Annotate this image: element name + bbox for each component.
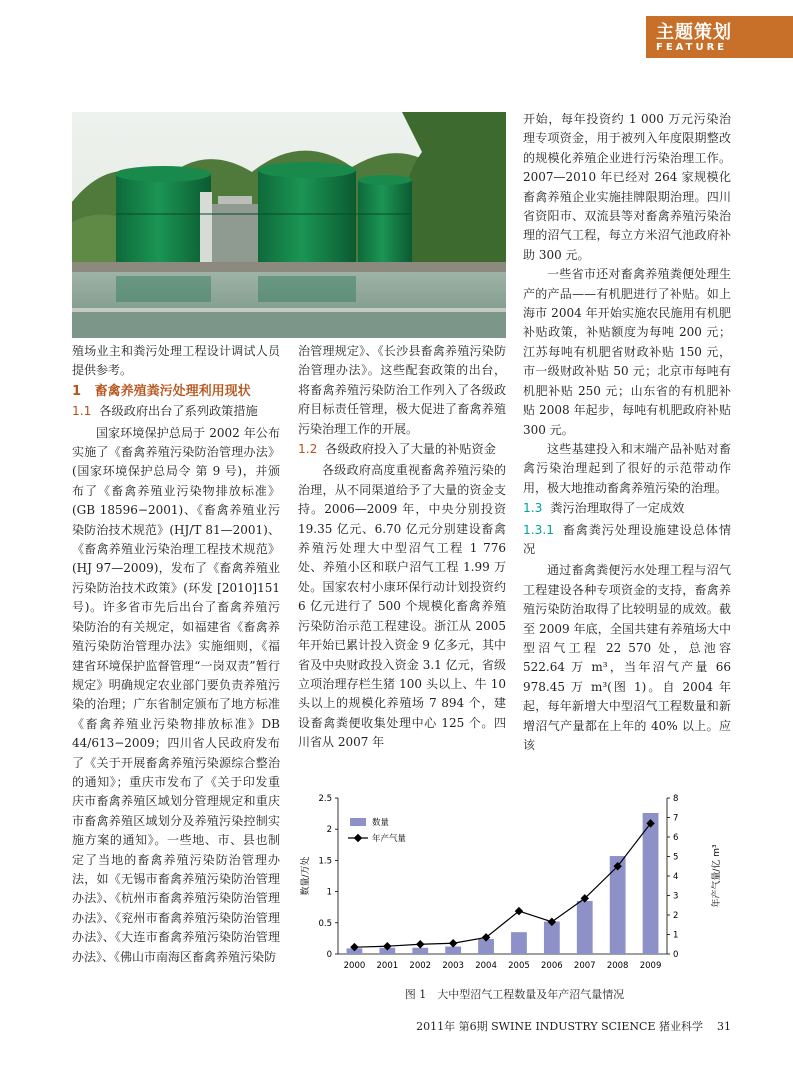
subsection-1-1-number: 1.1 [72,404,92,419]
section-1-heading [72,382,280,401]
subsection-1-1-title: 各级政府出台了系列政策措施 [99,404,258,419]
section-1-title: 畜禽养殖粪污处理利用现状 [94,383,251,399]
subsection-1-3-1-number: 1.3.1 [523,522,555,537]
y2-tick-label: 7 [673,813,679,824]
policy-paragraph-continued: 治管理规定》、《长沙县畜禽养殖污染防治管理办法》。这些配套政策的出台，将畜禽养殖污染防治工作列入了各级政府目标责任管理，极大促进了畜禽养殖污染治理工作的开展。 [298,344,506,436]
chart-svg [298,790,731,982]
y-tick-label: 0 [326,950,332,960]
y-tick-label: 0.5 [318,918,332,929]
line-point [416,940,424,948]
y2-tick-label: 8 [673,794,679,804]
subsection-1-2-number: 1.2 [298,442,318,457]
biogas-tanks-photo [72,112,506,338]
bar [643,813,659,954]
y2-tick-label: 5 [673,852,679,863]
feature-header-badge [646,16,793,58]
subsection-1-1-heading [72,402,280,421]
y2-tick-label: 4 [673,872,679,882]
page-footer [416,1018,731,1034]
y-tick-label: 2.5 [318,794,332,804]
x-tick-label: 2000 [343,961,366,971]
legend-label-line: 年产气量 [372,834,407,844]
y-axis-title: 数量/万处 [301,856,311,896]
y2-tick-label: 6 [673,833,679,843]
bar [445,947,461,954]
intro-paragraph: 殖场业主和粪污处理工程设计调试人员提供参考。 [72,344,280,378]
x-tick-label: 2009 [639,961,662,971]
fertilizer-subsidy-paragraph: 一些省市还对畜禽养殖粪便处理生产的产品——有机肥进行了补贴。如上海市 2004 年开始实施农民施用有机肥补贴政策，补贴额度为每吨 200 元；江苏每吨有机肥省财政补贴 150 元，市一级财政补贴 50 元；北京市每吨有机肥补贴 250 元；山东省的有机肥补贴 2008 年起步，每吨有机肥政府补贴 300 元。 [523,267,731,437]
bar [412,948,428,954]
bar [511,932,527,954]
subsection-1-2-title: 各级政府投入了大量的补贴资金 [325,442,496,457]
header-title: 主题策划 [656,22,732,43]
subsection-1-3-number: 1.3 [523,501,543,516]
section-1-number: 1 [72,383,82,399]
legend-swatch-bars [350,818,366,826]
y2-axis-title: 年产气量/亿 m³ [712,844,722,908]
policy-paragraph: 国家环境保护总局于 2002 年公布实施了《畜禽养殖污染防治管理办法》(国家环境保护总局令 第 9 号)，并颁布了《畜禽养殖业污染物排放标准》(GB 18596−2001)、《畜禽养殖业污染防治技术规范》(HJ/T 81—2001)、《畜禽养殖业污染治理工程技术规范》(HJ 97—2009)，发布了《畜禽养殖业污染防治技术政策》(环发 [2010]151 号)。许多省市先后出台了畜禽养殖污染防治的有关规定，如福建省《畜禽养殖污染防治管理办法》实施细则，《福建省环境保护监督管理“一岗双责”暂行规定》明确规定农业部门要负责养殖污染的治理；广东省制定颁布了地方标准《畜禽养殖业污染物排放标准》DB 44/613−2009；四川省人民政府发布了《关于开展畜禽养殖污染源综合整治的通知》；重庆市发布了《关于印发重庆市畜禽养殖区域划分管理规定和重庆市畜禽养殖区域划分及养殖污染控制实施方案的通知》。一些地、市、县也制定了当地的畜禽养殖污染防治管理办法，如《无锡市畜禽养殖污染防治管理办法》、《杭州市畜禽养殖污染防治管理办法》、《兖州市畜禽养殖污染防治管理办法》、《大连市畜禽养殖污染防治管理办法》、《佛山市南海区畜禽养殖污染防 [72,425,280,964]
x-tick-label: 2007 [573,961,596,971]
funding-paragraph-continued: 开始，每年投资约 1 000 万元污染治理专项资金，用于被列入年度限期整改的规模化养殖企业进行污染治理工作。2007—2010 年已经对 264 家规模化畜禽养殖企业实施挂牌限期治理。四川省资阳市、双流县等对畜禽养殖污染治理的沼气工程，每立方米沼气池政府补助 300 元。 [523,112,731,262]
subsection-1-3-1-title: 畜禽粪污处理设施建设总体情况 [523,522,732,556]
footer-journal: 2011年 第6期 SWINE INDUSTRY SCIENCE 猪业科学 [416,1020,703,1033]
x-tick-label: 2008 [606,961,629,971]
funding-paragraph: 各级政府高度重视畜禽养殖污染的治理，从不同渠道给予了大量的资金支持。2006—2009 年，中央分别投资 19.35 亿元、6.70 亿元分别建设畜禽养殖污处理大中型沼气工程 1 776 处、养殖小区和联户沼气工程 1.99 万处。国家农村小康环保行动计划投资约 6 亿元进行了 500 个规模化畜禽养殖污染防治示范工程建设。浙江从 2005 年开始已累计投入资金 9 亿多元，其中省及中央财政投入资金 3.1 亿元，省级立项治理存栏生猪 100 头以上、牛 10 头以上的规模化养殖场 7 894 个，建设畜禽粪便收集处理中心 125 个。四川省从 2007 年 [298,463,506,750]
legend-line-marker [354,834,362,842]
subsection-1-3-title: 粪污治理取得了一定成效 [550,501,685,516]
y-tick-label: 2 [326,825,332,836]
subsection-1-3-1-heading [523,521,731,560]
x-tick-label: 2004 [475,961,497,971]
text-column-2 [298,342,506,753]
facilities-paragraph: 通过畜禽粪便污水处理工程与沼气工程建设各种专项资金的支持，畜禽养殖污染防治取得了比较明显的成效。截至 2009 年底，全国共建有养殖场大中型沼气工程 22 570 处，总池容 522.64 万 m³，当年沼气产量 66 978.45 万 m³(图 1)。自 2004 年起，每年新增大中型沼气工程数量和新增沼气产量都在上年的 40% 以上。应该 [523,563,731,752]
x-tick-label: 2005 [508,961,530,971]
y2-tick-label: 0 [673,950,679,960]
header-subtitle: FEATURE [656,42,728,53]
text-column-1 [72,342,280,967]
y2-tick-label: 1 [673,930,679,941]
y2-tick-label: 2 [673,911,679,921]
page-number: 31 [717,1020,731,1033]
biogas-chart [298,790,731,1012]
x-tick-label: 2006 [541,961,563,971]
x-tick-label: 2001 [376,961,399,971]
subsection-1-3-heading [523,499,731,518]
demonstration-paragraph: 这些基建投入和末端产品补贴对畜禽污染治理起到了很好的示范带动作用，极大地推动畜禽养殖污染的治理。 [523,441,731,495]
y2-tick-label: 3 [673,891,679,902]
bar [577,901,593,954]
figure-caption: 图 1 大中型沼气工程数量及年产沼气量情况 [404,988,625,1001]
x-tick-label: 2003 [442,961,464,971]
bar [610,856,626,954]
subsection-1-2-heading [298,440,506,459]
x-tick-label: 2002 [409,961,432,971]
y-tick-label: 1.5 [318,856,332,867]
legend-label-bars: 数量 [372,818,390,828]
text-column-3 [523,110,731,755]
y-tick-label: 1 [326,887,332,898]
bar [544,922,560,954]
line-point [449,939,457,947]
